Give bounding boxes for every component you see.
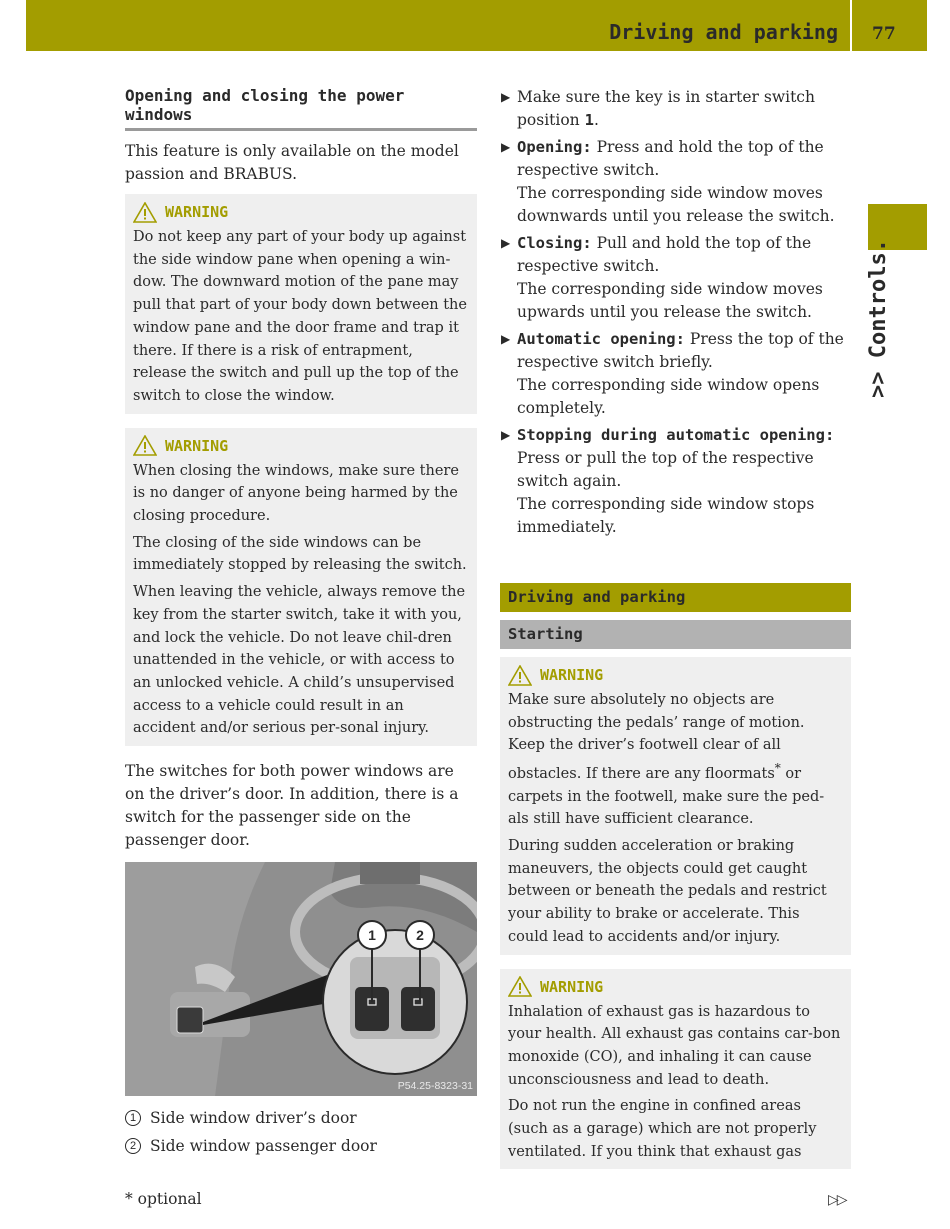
legend-text: Side window passenger door bbox=[150, 1137, 377, 1156]
warning-box-entrapment bbox=[125, 194, 477, 414]
step-item bbox=[500, 328, 851, 420]
step-arrow-icon: ▶ bbox=[501, 332, 511, 346]
warning-text: During sudden acceleration or braking maneuvers, the objects could get caught between or beneath the pedals and restrict your ability to brake or accelerate. This could lead to accidents and/or injury. bbox=[508, 838, 827, 945]
legend-number: 1 bbox=[125, 1110, 141, 1126]
step-item bbox=[500, 86, 851, 132]
figure-legend bbox=[125, 1104, 477, 1160]
header-divider bbox=[850, 0, 852, 51]
warning-text: Do not run the engine in confined areas (such as a garage) which are not properly ventilated. If you think that exhaust gas bbox=[508, 1098, 817, 1160]
callout-number: 2 bbox=[416, 927, 424, 944]
step-item bbox=[500, 136, 851, 228]
running-header-title: Driving and parking bbox=[609, 20, 838, 44]
figure-code: P54.25-8323-31 bbox=[397, 1080, 473, 1093]
subsection-bar-starting: Starting bbox=[500, 620, 851, 649]
warning-box-closing bbox=[125, 428, 477, 746]
warning-label: WARNING bbox=[165, 203, 229, 221]
warning-text-part: Make sure absolutely no objects are obstructing the pedals’ range of motion. Keep the driver’s footwell clear of all obstacles. If there are any floormats bbox=[508, 692, 805, 782]
legend-item bbox=[125, 1104, 477, 1132]
step-text: Press and hold the top of the respective switch. bbox=[517, 138, 824, 179]
warning-box-exhaust bbox=[500, 969, 851, 1170]
warning-heading bbox=[508, 975, 843, 999]
warning-heading bbox=[133, 200, 469, 224]
left-column bbox=[125, 86, 477, 1160]
step-arrow-icon: ▶ bbox=[501, 236, 511, 250]
legend-number: 2 bbox=[125, 1138, 141, 1154]
step-result: The corresponding side window opens completely. bbox=[517, 376, 820, 417]
warning-text: Inhalation of exhaust gas is hazardous to your health. All exhaust gas contains car-bon monoxide (CO), and inhaling it can cause unconsciousness and lead to death. bbox=[508, 1003, 841, 1088]
legend-item bbox=[125, 1132, 477, 1160]
callout-number: 1 bbox=[368, 927, 376, 944]
step-result: The corresponding side window moves downwards until you release the switch. bbox=[517, 184, 835, 225]
step-text: Press or pull the top of the respective switch again. bbox=[517, 449, 814, 490]
step-arrow-icon: ▶ bbox=[501, 428, 511, 442]
warning-text: Do not keep any part of your body up against the side window pane when opening a win-dow. The downward motion of the pane may pull that part of your body down between the window pane and the door frame and trap it there. If there is a risk of entrapment, release the switch and pull up the top of the switch to close the window. bbox=[133, 229, 467, 404]
step-text-end: . bbox=[593, 111, 599, 129]
warning-label: WARNING bbox=[540, 666, 604, 684]
warning-label: WARNING bbox=[540, 977, 604, 996]
step-label: Stopping during automatic opening: bbox=[517, 426, 835, 444]
continue-arrow-icon: ▷▷ bbox=[828, 1192, 846, 1208]
page-number: 77 bbox=[872, 24, 896, 44]
warning-triangle-icon bbox=[133, 202, 157, 223]
warning-label: WARNING bbox=[165, 436, 229, 455]
warning-triangle-icon bbox=[508, 976, 532, 997]
switches-paragraph: The switches for both power windows are on the driver’s door. In addition, there is a switch for the passenger side on the passenger door. bbox=[125, 762, 459, 850]
step-label: Closing: bbox=[517, 234, 592, 252]
warning-heading bbox=[508, 663, 843, 687]
step-result: The corresponding side window stops immediately. bbox=[517, 495, 815, 536]
right-column bbox=[500, 86, 851, 1183]
door-switch-figure bbox=[125, 862, 477, 1096]
step-item bbox=[500, 232, 851, 324]
warning-triangle-icon bbox=[133, 435, 157, 456]
warning-text-part: or carpets in the footwell, make sure the ped-als still have sufficient clearance. bbox=[508, 765, 825, 828]
section-bar-driving-and-parking: Driving and parking bbox=[500, 583, 851, 612]
step-result: The corresponding side window moves upwards until you release the switch. bbox=[517, 280, 823, 321]
step-label: Automatic opening: bbox=[517, 330, 685, 348]
warning-text: The closing of the side windows can be immediately stopped by releasing the switch. bbox=[133, 534, 467, 574]
step-text: Make sure the key is in starter switch position bbox=[517, 88, 815, 129]
section-heading-power-windows: Opening and closing the power windows bbox=[125, 86, 477, 131]
intro-paragraph: This feature is only available on the model passion and BRABUS. bbox=[125, 142, 459, 183]
step-text: Pull and hold the top of the respective switch. bbox=[517, 234, 812, 275]
step-text: Press the top of the respective switch briefly. bbox=[517, 330, 844, 371]
step-key-position: 1 bbox=[584, 111, 594, 129]
step-arrow-icon: ▶ bbox=[501, 140, 511, 154]
side-tab-label: >> Controls. bbox=[866, 239, 891, 398]
warning-triangle-icon bbox=[508, 665, 532, 686]
warning-text: When leaving the vehicle, always remove the key from the starter switch, take it with you, and lock the vehicle. Do not leave chil-dren unattended in the vehicle, or with access to an unlocked vehicle. A child’s unsupervised access to a vehicle could result in an accident and/or serious per-sonal injury. bbox=[133, 584, 466, 737]
step-arrow-icon: ▶ bbox=[501, 90, 511, 104]
optional-mark: * bbox=[774, 761, 781, 776]
door-switch-illustration bbox=[125, 862, 477, 1096]
warning-text: When closing the windows, make sure there is no danger of anyone being harmed by the closing procedure. bbox=[133, 462, 459, 525]
legend-text: Side window driver’s door bbox=[150, 1109, 357, 1128]
instruction-steps bbox=[500, 86, 851, 539]
step-item bbox=[500, 424, 851, 539]
optional-footnote: * optional bbox=[125, 1190, 202, 1208]
step-label: Opening: bbox=[517, 138, 592, 156]
warning-heading bbox=[133, 434, 469, 458]
warning-text bbox=[508, 689, 843, 831]
warning-box-pedals bbox=[500, 657, 851, 955]
